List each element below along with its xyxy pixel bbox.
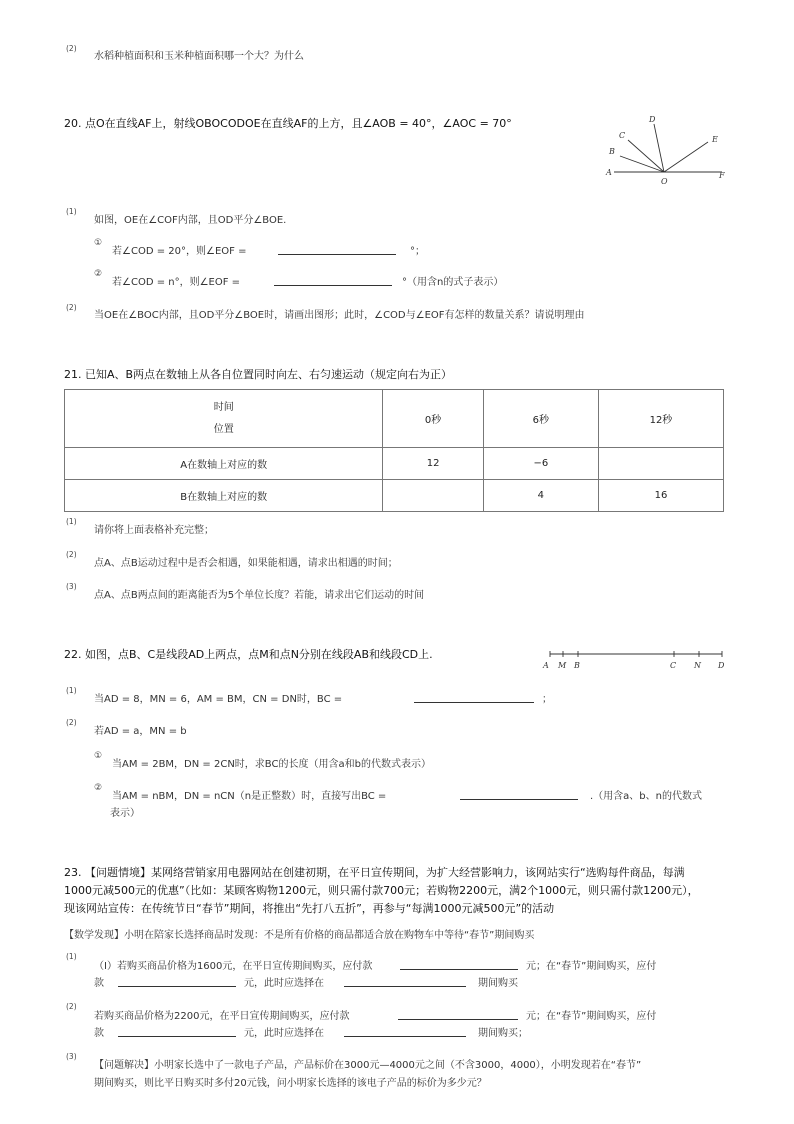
q22-part2-text: 若AD = a，MN = b bbox=[94, 726, 187, 737]
q22-segment-figure bbox=[536, 644, 732, 674]
label-c: C bbox=[619, 131, 626, 140]
q22-title: 22. 如图，点B、C是线段AD上两点，点M和点N分别在线段AB和线段CD上. bbox=[64, 648, 433, 661]
q20-title: 20. 点O在直线AF上，射线OBOCODOE在直线AF的上方，且∠AOB = 40°，∠AOC = 70° bbox=[64, 117, 512, 130]
q23-part1-blank3[interactable] bbox=[344, 974, 466, 987]
q22-sub1-text: 当AM = 2BM，DN = 2CN时，求BC的长度（用含a和b的代数式表示） bbox=[112, 759, 431, 770]
q21-part3-text: 点A、点B两点间的距离能否为5个单位长度？若能，请求出它们运动的时间 bbox=[94, 590, 425, 601]
label-m: M bbox=[558, 661, 567, 670]
q20-angle-figure bbox=[600, 112, 730, 188]
q19-part2-text: 水稻种植面积和玉米种植面积哪一个大？为什么 bbox=[94, 51, 304, 62]
q22-part1-suffix: ； bbox=[542, 694, 552, 705]
q21-header-time: 时间 bbox=[213, 401, 234, 413]
q23-part2-blank2[interactable] bbox=[118, 1024, 236, 1037]
q23-part2-blank3[interactable] bbox=[344, 1024, 466, 1037]
q21-part3-number: (3) bbox=[66, 582, 77, 591]
q21-header-corner bbox=[65, 390, 383, 448]
q21-row-a bbox=[65, 448, 724, 480]
label-c: C bbox=[670, 661, 677, 670]
q21-row-a-label: A在数轴上对应的数 bbox=[65, 448, 383, 480]
q20-sub2-suffix: °（用含n的式子表示） bbox=[402, 277, 504, 288]
q21-part2-text: 点A、点B运动过程中是否会相遇，如果能相遇，请求出相遇的时间； bbox=[94, 558, 398, 569]
q20-sub2-answer-blank[interactable] bbox=[274, 273, 392, 286]
label-e: E bbox=[712, 135, 718, 144]
label-n: N bbox=[694, 661, 701, 670]
q23-part2-number: (2) bbox=[66, 1002, 77, 1011]
ray-ob bbox=[620, 156, 664, 172]
q23-part2-b: 元；在“春节”期间购买，应付 bbox=[526, 1011, 657, 1022]
q22-sub2-suffix: .（用含a、b、n的代数式 bbox=[590, 791, 702, 802]
q21-title: 21. 已知A、B两点在数轴上从各自位置同时向左、右匀速运动（规定向右为正） bbox=[64, 368, 453, 381]
q23-part1-blank1[interactable] bbox=[400, 957, 518, 970]
q20-sub1-suffix: °； bbox=[410, 246, 425, 257]
q20-part1-text: 如图，OE在∠COF内部，且OD平分∠BOE. bbox=[94, 215, 287, 226]
q20-sub1-prefix: 若∠COD = 20°，则∠EOF = bbox=[112, 246, 247, 257]
q23-part1-c: 款 bbox=[94, 978, 104, 989]
q22-sub2-answer-blank[interactable] bbox=[460, 787, 578, 800]
q23-line1: 23. 【问题情境】某网络营销家用电器网站在创建初期，在平日宣传期间，为扩大经营影响力，该网站实行“选购每件商品，每满 bbox=[64, 866, 685, 879]
label-o: O bbox=[661, 177, 668, 186]
q21-header-position: 位置 bbox=[213, 423, 234, 435]
q23-part2-a: 若购买商品价格为2200元，在平日宣传期间购买，应付款 bbox=[94, 1011, 350, 1022]
q21-col-0s: 0秒 bbox=[383, 390, 483, 448]
label-a: A bbox=[606, 168, 612, 177]
q23-part1-blank2[interactable] bbox=[118, 974, 236, 987]
q21-b-12s: 16 bbox=[598, 480, 723, 512]
q21-header-row bbox=[65, 390, 724, 448]
q23-part3-line2: 期间购买，则比平日购买时多付20元钱，问小明家长选择的该电子产品的标价为多少元？ bbox=[94, 1078, 487, 1089]
q22-sub2-line2: 表示） bbox=[110, 808, 140, 819]
label-a: A bbox=[543, 661, 549, 670]
q21-table bbox=[64, 389, 724, 512]
q22-sub1-mark: ① bbox=[94, 751, 103, 761]
q21-part1-text: 请你将上面表格补充完整； bbox=[94, 525, 214, 536]
q23-part3-number: (3) bbox=[66, 1052, 77, 1061]
label-b: B bbox=[574, 661, 580, 670]
q20-sub2-prefix: 若∠COD = n°，则∠EOF = bbox=[112, 277, 241, 288]
q22-sub2-mark: ② bbox=[94, 783, 103, 793]
q23-part2-c: 款 bbox=[94, 1028, 104, 1039]
q23-part1-d: 元，此时应选择在 bbox=[244, 978, 324, 989]
q23-part1-a: （I）若购买商品价格为1600元，在平日宣传期间购买，应付款 bbox=[94, 961, 373, 972]
q22-part1-number: (1) bbox=[66, 686, 77, 695]
q21-part2-number: (2) bbox=[66, 550, 77, 559]
q23-part1-e: 期间购买 bbox=[478, 978, 518, 989]
label-d: D bbox=[649, 115, 656, 124]
q21-col-6s: 6秒 bbox=[483, 390, 598, 448]
q21-b-6s: 4 bbox=[483, 480, 598, 512]
q22-part1-prefix: 当AD = 8，MN = 6，AM = BM，CN = DN时，BC = bbox=[94, 694, 343, 705]
q23-part2-e: 期间购买； bbox=[478, 1028, 528, 1039]
q21-a-12s[interactable] bbox=[598, 448, 723, 480]
q23-part1-number: (1) bbox=[66, 952, 77, 961]
q22-sub2-prefix: 当AM = nBM，DN = nCN（n是正整数）时，直接写出BC = bbox=[112, 791, 387, 802]
ray-oe bbox=[664, 142, 708, 172]
q21-row-b-label: B在数轴上对应的数 bbox=[65, 480, 383, 512]
q21-row-b bbox=[65, 480, 724, 512]
label-b: B bbox=[609, 147, 615, 156]
q23-line3: 现该网站宣传：在传统节日“春节”期间，将推出“先打八五折”，再参与“每满1000元减500元”的活动 bbox=[64, 902, 555, 915]
q23-part3-line1: 【问题解决】小明家长选中了一款电子产品，产品标价在3000元—4000元之间（不含3000，4000），小明发现若在“春节” bbox=[94, 1060, 642, 1071]
label-f: F bbox=[719, 171, 725, 180]
q21-a-0s: 12 bbox=[383, 448, 483, 480]
q23-line2: 1000元减500元的优惠”（比如：某顾客购物1200元，则只需付款700元；若购物2200元，满2个1000元，则只需付款1200元）， bbox=[64, 884, 699, 897]
q23-part1-b: 元；在“春节”期间购买，应付 bbox=[526, 961, 657, 972]
q19-part2-number: (2) bbox=[66, 44, 77, 53]
q23-part2-d: 元，此时应选择在 bbox=[244, 1028, 324, 1039]
q23-discovery: 【数学发现】小明在陪家长选择商品时发现：不是所有价格的商品都适合放在购物车中等待“春节”期间购买 bbox=[64, 930, 535, 941]
label-d: D bbox=[718, 661, 725, 670]
q22-part2-number: (2) bbox=[66, 718, 77, 727]
q20-sub1-mark: ① bbox=[94, 238, 103, 248]
q20-sub2-mark: ② bbox=[94, 269, 103, 279]
q21-col-12s: 12秒 bbox=[598, 390, 723, 448]
q21-b-0s[interactable] bbox=[383, 480, 483, 512]
q20-part2-text: 当OE在∠BOC内部，且OD平分∠BOE时，请画出图形；此时，∠COD与∠EOF有怎样的数量关系？请说明理由 bbox=[94, 310, 585, 321]
q20-part2-number: (2) bbox=[66, 303, 77, 312]
q22-part1-answer-blank[interactable] bbox=[414, 690, 534, 703]
q20-sub1-answer-blank[interactable] bbox=[278, 242, 396, 255]
q23-part2-blank1[interactable] bbox=[398, 1007, 518, 1020]
q21-part1-number: (1) bbox=[66, 517, 77, 526]
q21-a-6s: −6 bbox=[483, 448, 598, 480]
q20-part1-number: (1) bbox=[66, 207, 77, 216]
